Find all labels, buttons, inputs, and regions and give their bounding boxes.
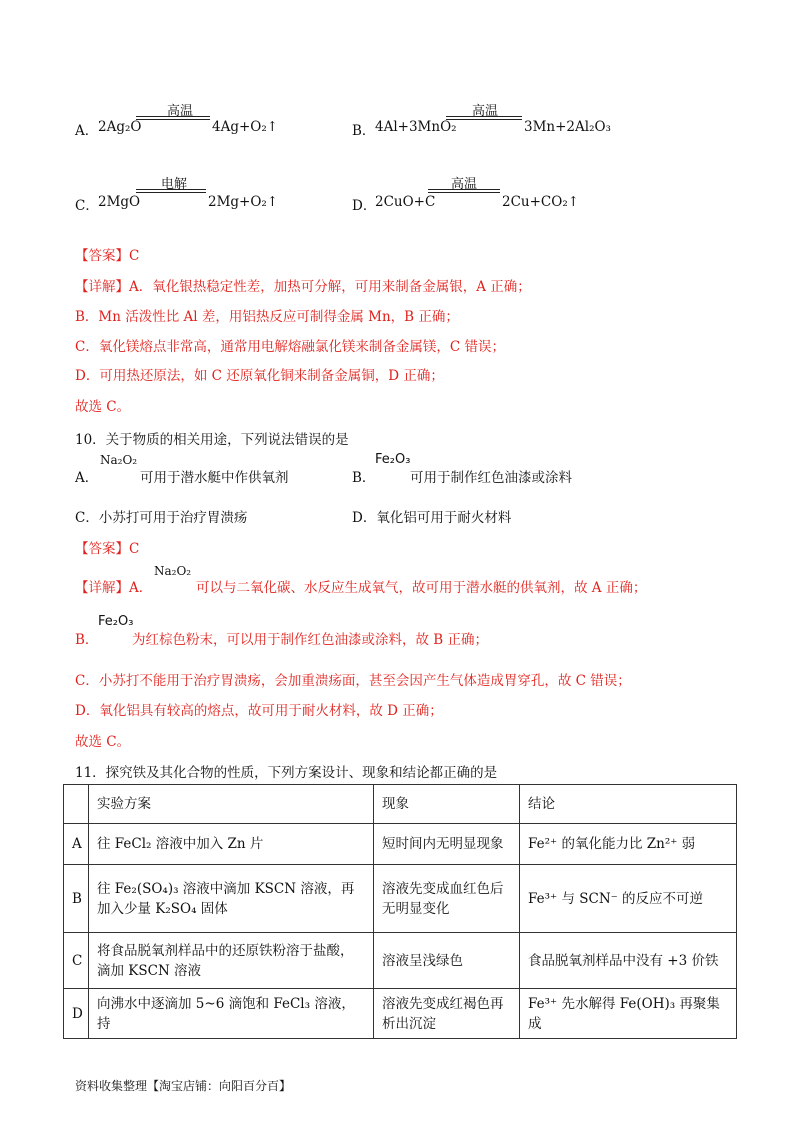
table-header-cell: 结论 [520,785,737,824]
option-d-reactants: 2CuO+C [375,194,436,210]
option-b-condition: 高温 [471,104,498,119]
q10-option-b-text: 可用于制作红色油漆或涂料 [410,470,572,486]
q10-detail-d: D．氧化铝具有较高的熔点，故可用于耐火材料，故 D 正确； [75,703,443,719]
option-a-condition: 高温 [166,104,193,119]
q9-conclusion: 故选 C。 [75,399,131,415]
row-conclusion: 食品脱氧剂样品中没有 +3 价铁 [520,933,737,989]
table-header-row [64,785,737,824]
q10-option-a-letter: A． [75,470,99,486]
option-a-letter: A． [75,123,99,139]
option-b-letter: B． [352,123,376,139]
q10-option-d: D．氧化铝可用于耐火材料 [352,510,512,526]
q11-stem: 11．探究铁及其化合物的性质，下列方案设计、现象和结论都正确的是 [75,765,498,781]
q10-detail-b-text: 为红棕色粉末，可以用于制作红色油漆或涂料，故 B 正确； [132,632,489,648]
row-phenomenon: 溶液先变成红褐色再析出沉淀 [374,989,520,1039]
q10-detail-b-prefix: B． [75,632,99,648]
q10-option-a-formula: Na₂O₂ [100,453,138,467]
option-a-reactants: 2Ag₂O [98,119,142,135]
q9-detail-d: D．可用热还原法，如 C 还原氧化铜来制备金属铜，D 正确； [75,368,444,384]
row-conclusion: Fe²⁺ 的氧化能力比 Zn²⁺ 弱 [520,824,737,865]
q9-detail-c: C．氧化镁熔点非常高，通常用电解熔融氯化镁来制备金属镁，C 错误； [75,339,505,355]
row-label: D [64,989,89,1039]
option-b-reactants: 4Al+3MnO₂ [375,119,457,135]
row-label: B [64,865,89,933]
option-c-condition: 电解 [160,177,187,192]
q9-detail-b: B．Mn 活泼性比 Al 差，用铝热反应可制得金属 Mn，B 正确； [75,309,459,325]
table-row [64,989,737,1039]
q10-option-b-formula: Fe₂O₃ [375,452,411,467]
option-d-products: 2Cu+CO₂↑ [502,194,580,210]
table-header-cell: 实验方案 [89,785,374,824]
q10-option-c: C．小苏打可用于治疗胃溃疡 [75,510,248,526]
row-phenomenon: 短时间内无明显现象 [374,824,520,865]
q10-option-a-text: 可用于潜水艇中作供氧剂 [140,470,289,486]
option-a-products: 4Ag+O₂↑ [212,119,279,135]
table-header-cell [64,785,89,824]
row-conclusion: Fe³⁺ 先水解得 Fe(OH)₃ 再聚集成 [520,989,737,1039]
row-label: C [64,933,89,989]
option-b-products: 3Mn+2Al₂O₃ [524,119,611,135]
q10-stem: 10．关于物质的相关用途，下列说法错误的是 [75,432,349,448]
q10-detail-c: C．小苏打不能用于治疗胃溃疡，会加重溃疡面，甚至会因产生气体造成胃穿孔，故 C 错误； [75,673,631,689]
experiment-table [63,784,737,1039]
q10-conclusion: 故选 C。 [75,734,131,750]
q10-detail-a-formula: Na₂O₂ [154,564,192,578]
option-d-condition: 高温 [450,177,477,192]
equation-arrow [136,116,210,120]
option-c-products: 2Mg+O₂↑ [208,194,279,210]
option-c-reactants: 2MgO [98,194,141,210]
row-plan: 往 FeCl₂ 溶液中加入 Zn 片 [89,824,374,865]
page-footer: 资料收集整理【淘宝店铺：向阳百分百】 [75,1079,292,1093]
row-conclusion: Fe³⁺ 与 SCN⁻ 的反应不可逆 [520,865,737,933]
q10-detail-a-prefix: 【详解】A． [75,580,153,596]
row-phenomenon: 溶液先变成血红色后无明显变化 [374,865,520,933]
q10-option-b-letter: B． [352,470,376,486]
row-plan: 向沸水中逐滴加 5~6 滴饱和 FeCl₃ 溶液，持 [89,989,374,1039]
q10-detail-b-formula: Fe₂O₃ [98,614,134,629]
equation-arrow [428,189,500,193]
equation-arrow [446,116,522,120]
q9-detail-a: 【详解】A．氧化银热稳定性差，加热可分解，可用来制备金属银，A 正确； [75,279,531,295]
table-row [64,865,737,933]
q10-detail-a-text: 可以与二氧化碳、水反应生成氧气，故可用于潜水艇的供氧剂，故 A 正确； [196,580,647,596]
row-label: A [64,824,89,865]
row-plan: 往 Fe₂(SO₄)₃ 溶液中滴加 KSCN 溶液，再加入少量 K₂SO₄ 固体 [89,865,374,933]
table-header-cell: 现象 [374,785,520,824]
option-c-letter: C． [75,198,99,214]
option-d-letter: D． [352,198,377,214]
row-plan: 将食品脱氧剂样品中的还原铁粉溶于盐酸，滴加 KSCN 溶液 [89,933,374,989]
q10-answer: 【答案】C [75,541,140,557]
table-row [64,824,737,865]
q9-answer: 【答案】C [75,248,140,264]
equation-arrow [136,189,206,193]
row-phenomenon: 溶液呈浅绿色 [374,933,520,989]
table-row [64,933,737,989]
